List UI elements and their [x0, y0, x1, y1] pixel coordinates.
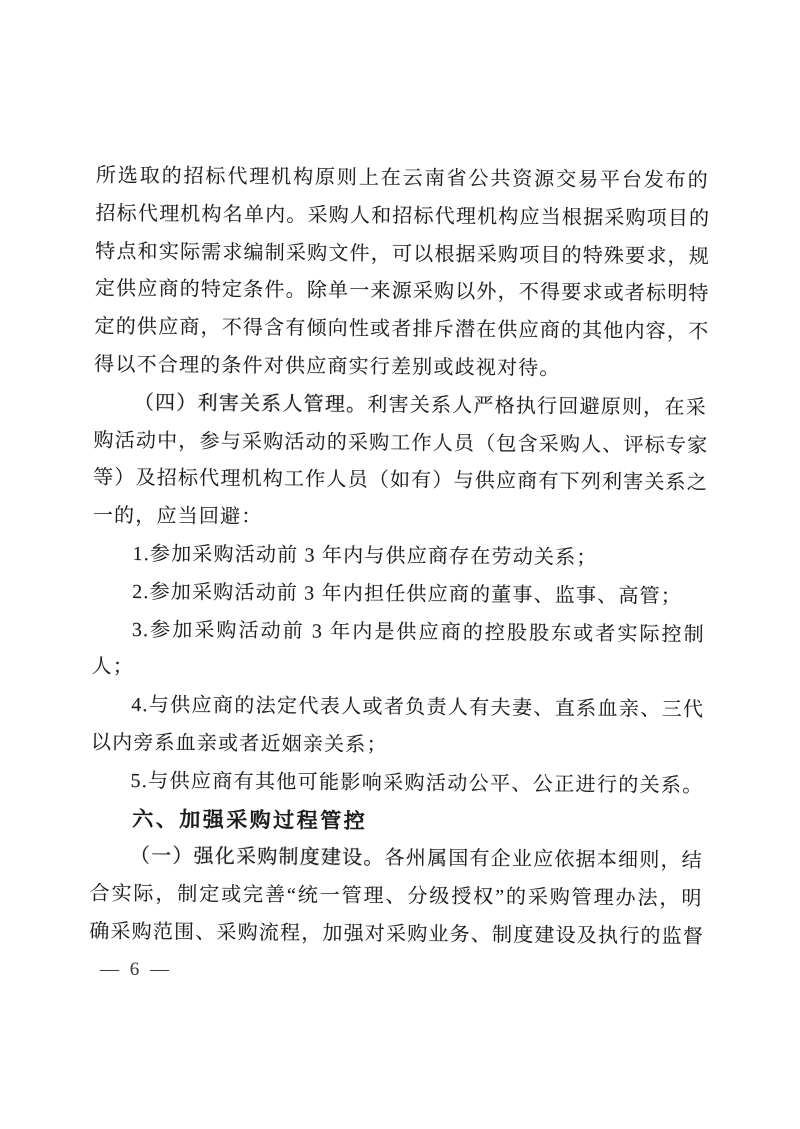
lead-in: （一）强化采购制度建设。: [129, 845, 385, 870]
list-item-line: 2.参加采购活动前 3 年内担任供应商的董事、监事、高管；: [132, 580, 683, 608]
doc-line-text: 各州属国有企业应依据本细则，结: [384, 847, 704, 873]
page-number: — 6 —: [100, 959, 172, 980]
list-item-line: 1.参加采购活动前 3 年内与供应商存在劳动关系；: [132, 542, 598, 570]
doc-line: 购活动中，参与采购活动的采购工作人员（包含采购人、评标专家: [93, 429, 709, 457]
doc-line: 招标代理机构名单内。采购人和招标代理机构应当根据采购项目的: [95, 202, 711, 230]
doc-line: 一的，应当回避：: [92, 504, 263, 529]
doc-line: 等）及招标代理机构工作人员（如有）与供应商有下列利害关系之: [93, 467, 709, 495]
doc-line: 合实际，制定或完善“统一管理、分级授权”的采购管理办法，明: [89, 882, 703, 911]
doc-line: [90, 838, 703, 881]
doc-line: [94, 384, 707, 427]
doc-line: 特点和实际需求编制采购文件，可以根据采购项目的特殊要求，规: [95, 240, 711, 268]
list-item-line: 4.与供应商的法定代表人或者负责人有夫妻、直系血亲、三代: [131, 694, 705, 722]
lead-in: （四）利害关系人管理。: [133, 391, 368, 416]
doc-line: 以内旁系血亲或者近姻亲关系；: [90, 731, 388, 757]
list-item-line: 5.与供应商有其他可能影响采购活动公平、公正进行的关系。: [130, 769, 704, 797]
doc-line: 定的供应商，不得含有倾向性或者排斥潜在供应商的其他内容，不: [94, 315, 710, 344]
doc-line: 确采购范围、采购流程，加强对采购业务、制度建设及执行的监督: [89, 920, 705, 948]
document-body: [89, 158, 709, 957]
doc-line: 得以不合理的条件对供应商实行差别或歧视对待。: [94, 353, 561, 380]
doc-line: 人；: [91, 655, 135, 679]
doc-line-text: 利害关系人严格执行回避原则，在采: [367, 393, 707, 419]
section-heading: 六、加强采购过程管控: [132, 807, 368, 833]
doc-line: 所选取的招标代理机构原则上在云南省公共资源交易平台发布的: [95, 164, 709, 192]
doc-line: 定供应商的特定条件。除单一来源采购以外，不得要求或者标明特: [94, 278, 710, 306]
list-item-line: 3.参加采购活动前 3 年内是供应商的控股股东或者实际控制: [131, 618, 705, 646]
